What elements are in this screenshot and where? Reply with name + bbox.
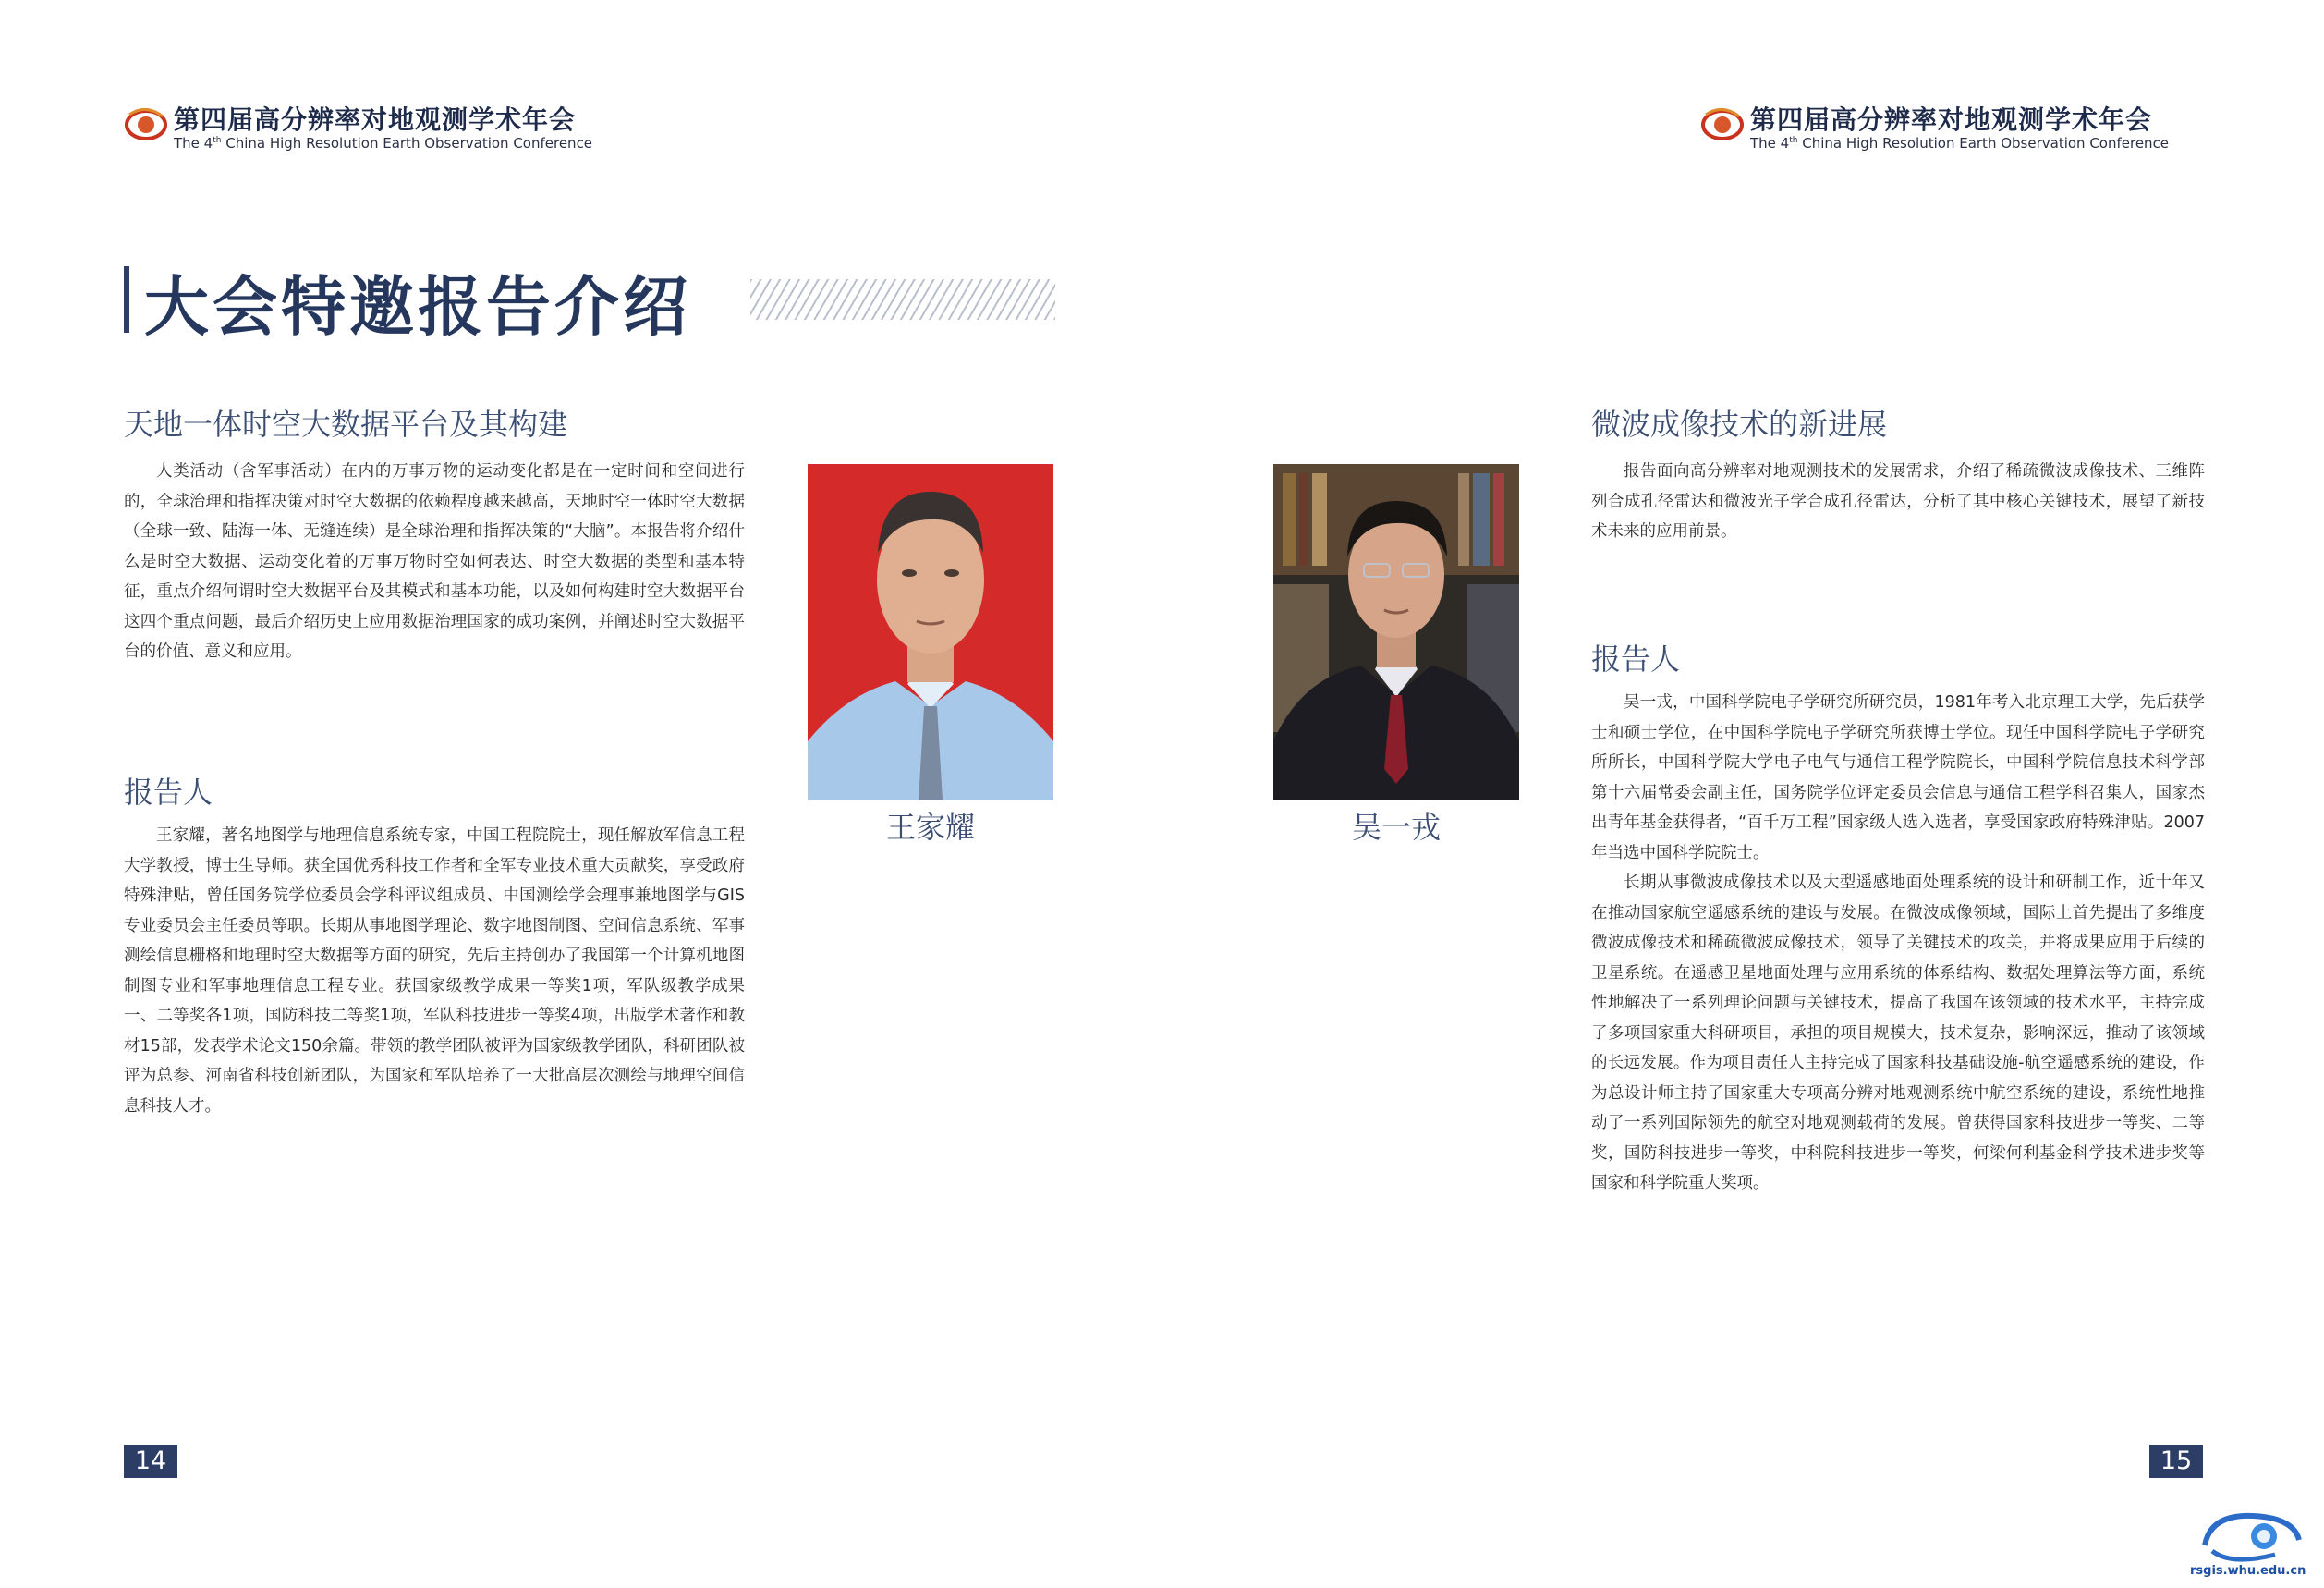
conference-logo-icon <box>124 105 168 142</box>
conference-logo-icon <box>1700 105 1745 142</box>
speaker-photo-wang <box>808 464 1053 800</box>
watermark-logo-icon <box>2197 1509 2308 1571</box>
conference-title-zh: 第四届高分辨率对地观测学术年会 <box>1750 104 2153 135</box>
speaker-bio-text: 王家耀，著名地图学与地理信息系统专家，中国工程院院士，现任解放军信息工程大学教授，博士生导师。获全国优秀科技工作者和全军专业技术重大贡献奖，享受政府特殊津贴，曾任国务院学位委员会学科评议组成员、中国测绘学会理事兼地图学与GIS专业委员会主任委员等职。长期从事地图学理论、数字地图制图、空间信息系统、军事测绘信息栅格和地理时空大数据等方面的研究，先后主持创办了我国第一个计算机地图制图专业和军事地理信息工程专业。获国家级教学成果一等奖1项，军队级教学成果一、二等奖各1项，国防科技二等奖1项，军队科技进步一等奖4项，出版学术著作和教材15部，发表学术论文150余篇。带领的教学团队被评为国家级教学团队，科研团队被评为总参、河南省科技创新团队，为国家和军队培养了一大批高层次测绘与地理空间信息科技人才。 <box>124 826 745 1116</box>
photo-caption-right: 吴一戎 <box>1351 810 1441 845</box>
speaker-bio-left <box>124 821 745 1121</box>
speaker-bio-text: 吴一戎，中国科学院电子学研究所研究员，1981年考入北京理工大学，先后获学士和硕士学位，在中国科学院电子学研究所获博士学位。现任中国科学院电子学研究所所长，中国科学院大学电子电气与通信工程学院院长，中国科学院信息技术科学部第十六届常委会副主任，国务院学位评定委员会信息与通信工程学科召集人，国家杰出青年基金获得者，“百千万工程”国家级人选入选者，享受国家政府特殊津贴。2007年当选中国科学院院士。 <box>1591 693 2205 862</box>
talk-title-left: 天地一体时空大数据平台及其构建 <box>124 407 568 442</box>
abstract-left <box>124 457 745 667</box>
speaker-heading-right: 报告人 <box>1591 641 1681 677</box>
watermark-text: rsgis.whu.edu.cn <box>2190 1564 2306 1578</box>
conference-title-zh: 第四届高分辨率对地观测学术年会 <box>174 104 577 135</box>
page-number-right: 15 <box>2149 1445 2203 1478</box>
conference-title-en: The 4th China High Resolution Earth Observation Conference <box>174 135 593 152</box>
photo-caption-left: 王家耀 <box>885 810 975 845</box>
abstract-text: 人类活动（含军事活动）在内的万事万物的运动变化都是在一定时间和空间进行的，全球治理和指挥决策对时空大数据的依赖程度越来越高，天地时空一体时空大数据（全球一致、陆海一体、无缝连续）是全球治理和指挥决策的“大脑”。本报告将介绍什么是时空大数据、运动变化着的万事万物时空如何表达、时空大数据的类型和基本特征，重点介绍何谓时空大数据平台及其模式和基本功能，以及如何构建时空大数据平台这四个重点问题，最后介绍历史上应用数据治理国家的成功案例，并阐述时空大数据平台的价值、意义和应用。 <box>124 462 745 661</box>
speaker-bio-right <box>1591 688 2205 1199</box>
abstract-text: 报告面向高分辨率对地观测技术的发展需求，介绍了稀疏微波成像技术、三维阵列合成孔径雷达和微波光子学合成孔径雷达，分析了其中核心关键技术，展望了新技术未来的应用前景。 <box>1591 462 2205 541</box>
decorative-hatch <box>750 279 1055 320</box>
speaker-photo-wu <box>1273 464 1519 800</box>
abstract-right <box>1591 457 2205 547</box>
speaker-heading-left: 报告人 <box>124 775 213 810</box>
page-title: 大会特邀报告介绍 <box>144 269 691 345</box>
talk-title-right: 微波成像技术的新进展 <box>1591 407 1888 442</box>
page-number-left: 14 <box>124 1445 177 1478</box>
speaker-bio-text: 长期从事微波成像技术以及大型遥感地面处理系统的设计和研制工作，近十年又在推动国家航空遥感系统的建设与发展。在微波成像领域，国际上首先提出了多维度微波成像技术和稀疏微波成像技术，领导了关键技术的攻关，并将成果应用于后续的卫星系统。在遥感卫星地面处理与应用系统的体系结构、数据处理算法等方面，系统性地解决了一系列理论问题与关键技术，提高了我国在该领域的技术水平，主持完成了多项国家重大科研项目，承担的项目规模大，技术复杂，影响深远，推动了该领域的长远发展。作为项目责任人主持完成了国家科技基础设施-航空遥感系统的建设，作为总设计师主持了国家重大专项高分辨对地观测系统中航空系统的建设，系统性地推动了一系列国际领先的航空对地观测载荷的发展。曾获得国家科技进步一等奖、二等奖，国防科技进步一等奖，中科院科技进步一等奖，何梁何利基金科学技术进步奖等国家和科学院重大奖项。 <box>1591 873 2205 1192</box>
title-accent-bar <box>124 266 129 333</box>
conference-title-en: The 4th China High Resolution Earth Observation Conference <box>1750 135 2170 152</box>
